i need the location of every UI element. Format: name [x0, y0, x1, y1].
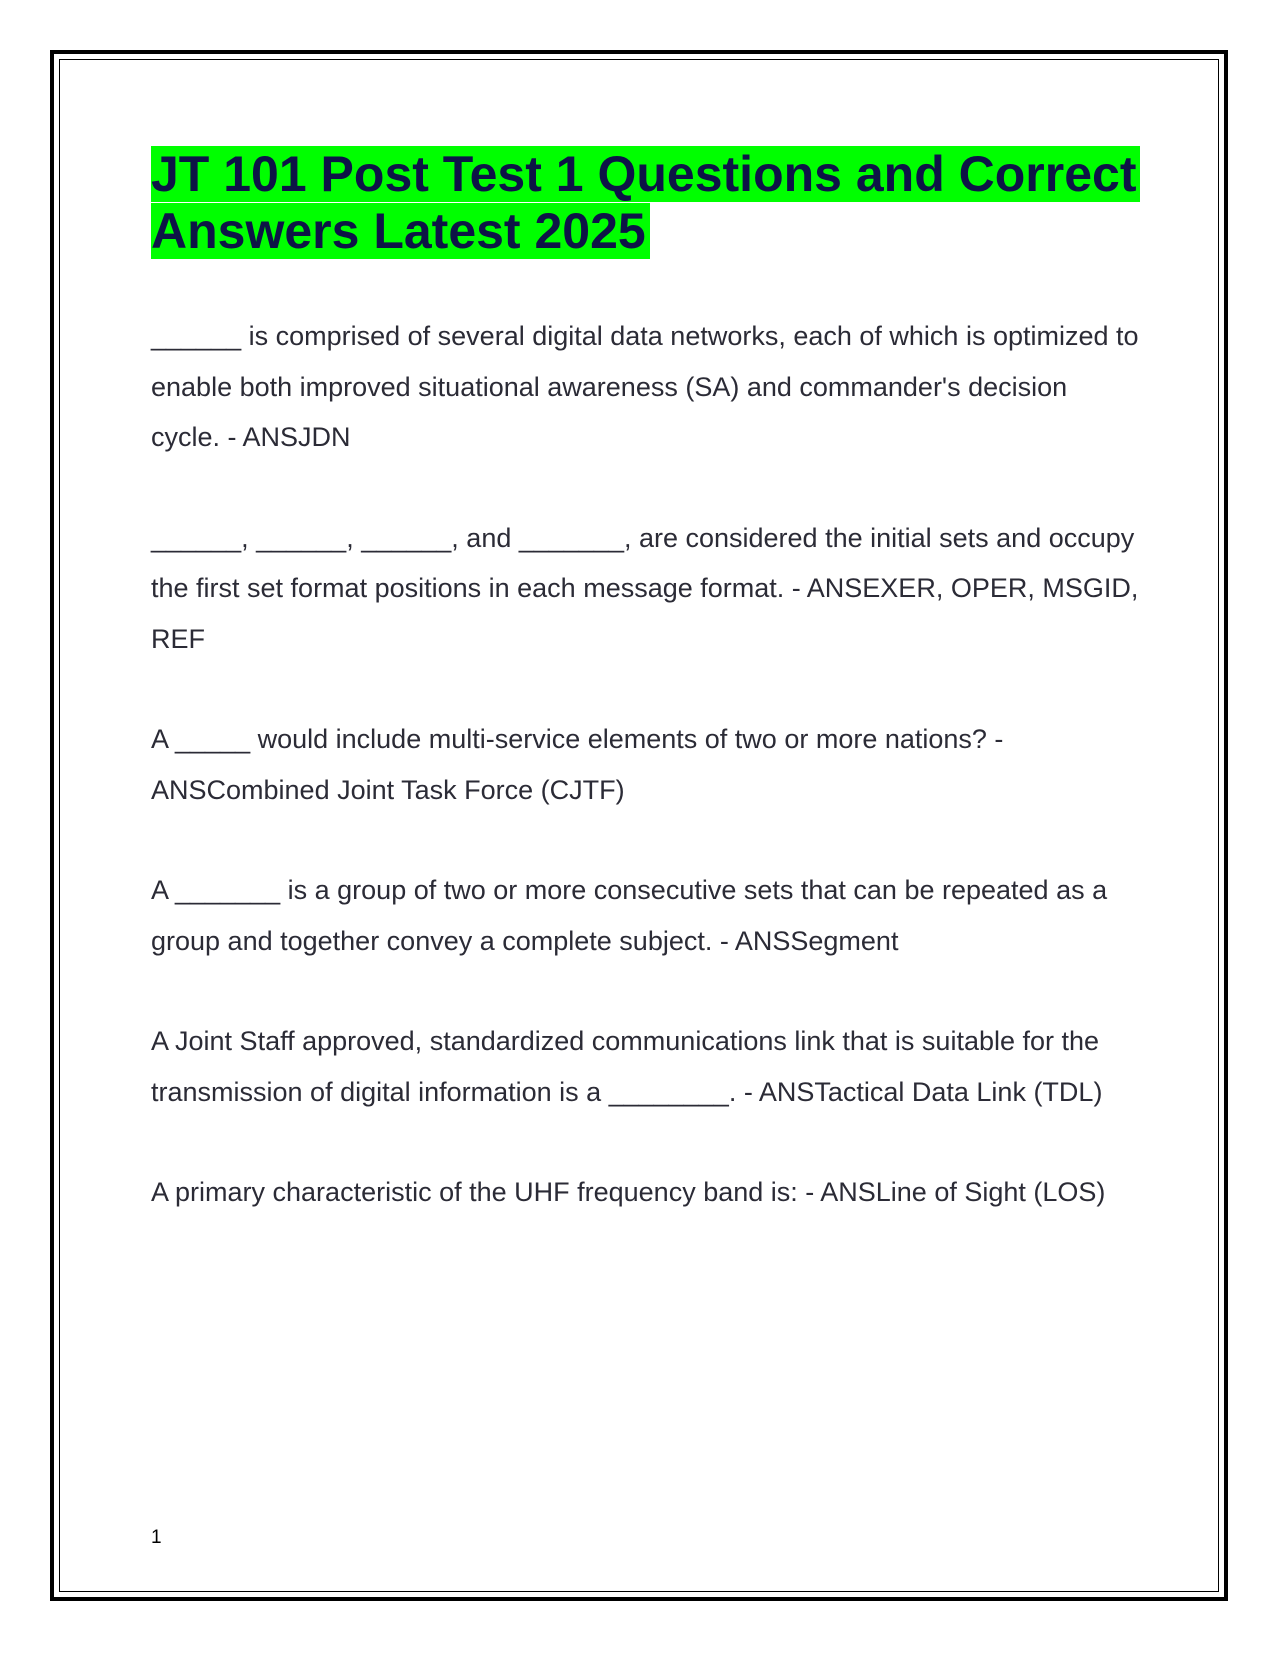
qa-item: A _______ is a group of two or more consecutive sets that can be repeated as a group and together convey a complete subject. - ANSSegment [151, 875, 1108, 956]
qa-list [151, 311, 1141, 1218]
qa-item: ______, ______, ______, and _______, are considered the initial sets and occupy the first set format positions in each message format. - ANSEXER, OPER, MSGID, REF [151, 522, 1139, 654]
document-title-text: JT 101 Post Test 1 Questions and Correct Answers Latest 2025 [151, 146, 1140, 259]
qa-item: A primary characteristic of the UHF frequency band is: - ANSLine of Sight (LOS) [151, 1177, 1106, 1207]
document-title [151, 146, 1141, 260]
qa-item: ______ is comprised of several digital data networks, each of which is optimized to enable both improved situational awareness (SA) and commander's decision cycle. - ANSJDN [151, 321, 1139, 452]
qa-item: A _____ would include multi-service elements of two or more nations? - ANSCombined Joint Task Force (CJTF) [151, 724, 1004, 805]
page-number: 1 [151, 1527, 162, 1548]
qa-item: A Joint Staff approved, standardized communications link that is suitable for the transmission of digital information is a ________. - ANSTactical Data Link (TDL) [151, 1026, 1103, 1107]
document-content [151, 146, 1141, 1268]
